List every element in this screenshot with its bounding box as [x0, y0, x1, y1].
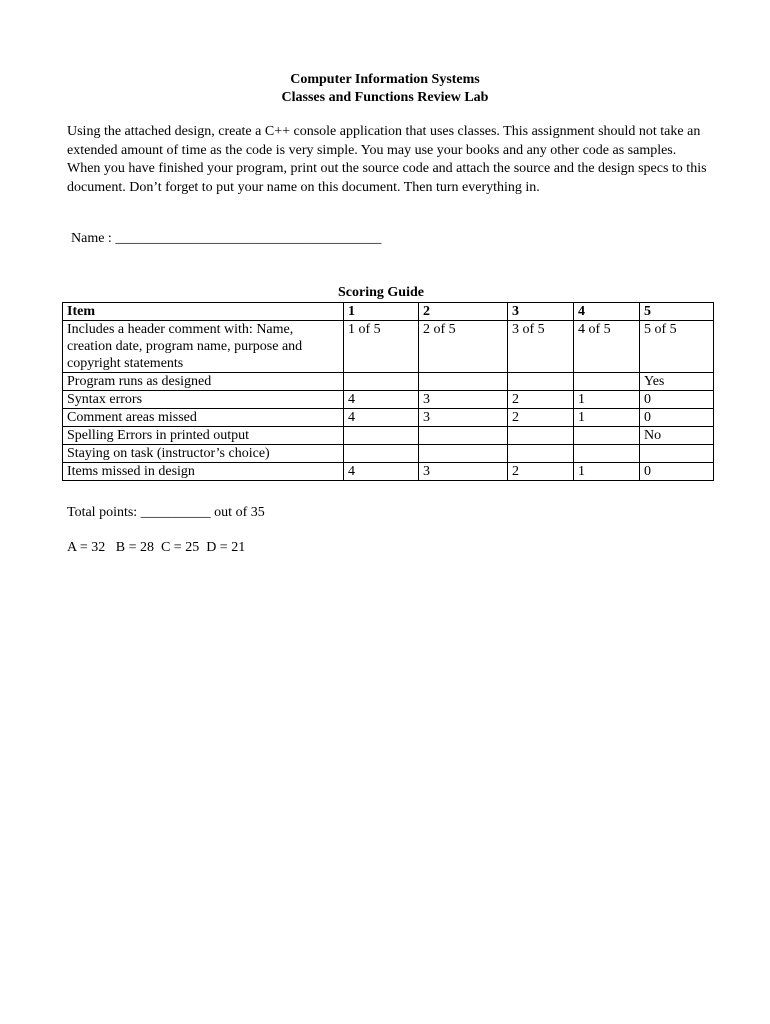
grade-scale: A = 32 B = 28 C = 25 D = 21 — [67, 540, 246, 555]
table-cell: 2 — [508, 463, 574, 481]
table-row — [63, 427, 714, 445]
table-cell: 3 — [419, 409, 508, 427]
table-row — [63, 445, 714, 463]
table-cell: 3 of 5 — [508, 321, 574, 373]
table-cell — [344, 373, 419, 391]
header-cell: Item — [63, 303, 344, 321]
header-cell: 2 — [419, 303, 508, 321]
table-cell — [419, 445, 508, 463]
header-cell: 1 — [344, 303, 419, 321]
table-cell: Spelling Errors in printed output — [63, 427, 344, 445]
table-cell — [574, 373, 640, 391]
table-cell: Items missed in design — [63, 463, 344, 481]
header-cell: 3 — [508, 303, 574, 321]
table-cell: Program runs as designed — [63, 373, 344, 391]
table-cell: Includes a header comment with: Name, creation date, program name, purpose and copyright statements — [63, 321, 344, 373]
table-cell: 5 of 5 — [640, 321, 714, 373]
table-cell: 0 — [640, 463, 714, 481]
table-cell: Comment areas missed — [63, 409, 344, 427]
table-row — [63, 391, 714, 409]
table-cell — [344, 427, 419, 445]
table-row — [63, 373, 714, 391]
table-cell — [508, 373, 574, 391]
table-cell: 4 — [344, 391, 419, 409]
name-field: Name : ______________________________________ — [71, 231, 382, 246]
total-points-line: Total points: __________ out of 35 — [67, 505, 265, 520]
table-cell: 3 — [419, 391, 508, 409]
table-row — [63, 463, 714, 481]
table-cell: Yes — [640, 373, 714, 391]
table-cell: 4 of 5 — [574, 321, 640, 373]
table-cell — [419, 427, 508, 445]
title-line-2: Classes and Functions Review Lab — [281, 90, 489, 105]
table-cell: Syntax errors — [63, 391, 344, 409]
table-cell: 2 — [508, 409, 574, 427]
table-cell: No — [640, 427, 714, 445]
table-cell — [574, 445, 640, 463]
table-cell — [574, 427, 640, 445]
table-cell — [508, 445, 574, 463]
table-cell: 1 of 5 — [344, 321, 419, 373]
table-row — [63, 409, 714, 427]
table-cell: 1 — [574, 463, 640, 481]
scoring-guide-title: Scoring Guide — [338, 285, 424, 300]
table-cell: 0 — [640, 391, 714, 409]
table-cell: 4 — [344, 409, 419, 427]
table-header-row — [63, 303, 714, 321]
table-row — [63, 321, 714, 373]
table-cell — [640, 445, 714, 463]
table-cell: 3 — [419, 463, 508, 481]
scoring-guide-table — [62, 302, 714, 481]
table-cell — [419, 373, 508, 391]
table-cell: 0 — [640, 409, 714, 427]
table-cell: 2 — [508, 391, 574, 409]
table-cell: 1 — [574, 391, 640, 409]
document-title — [0, 71, 770, 107]
table-cell — [344, 445, 419, 463]
table-cell: 1 — [574, 409, 640, 427]
table-cell: Staying on task (instructor’s choice) — [63, 445, 344, 463]
header-cell: 4 — [574, 303, 640, 321]
header-cell: 5 — [640, 303, 714, 321]
title-line-1: Computer Information Systems — [290, 72, 480, 87]
table-cell: 2 of 5 — [419, 321, 508, 373]
table-cell: 4 — [344, 463, 419, 481]
instructions-paragraph: Using the attached design, create a C++ console application that uses classes. This assignment should not take an extended amount of time as the code is very simple. You may use your books and any other code as samples. When you have finished your program, print out the source code and attach the source and the design specs to this document. Don’t forget to put your name on this document. Then turn everything in. — [67, 124, 707, 195]
table-cell — [508, 427, 574, 445]
